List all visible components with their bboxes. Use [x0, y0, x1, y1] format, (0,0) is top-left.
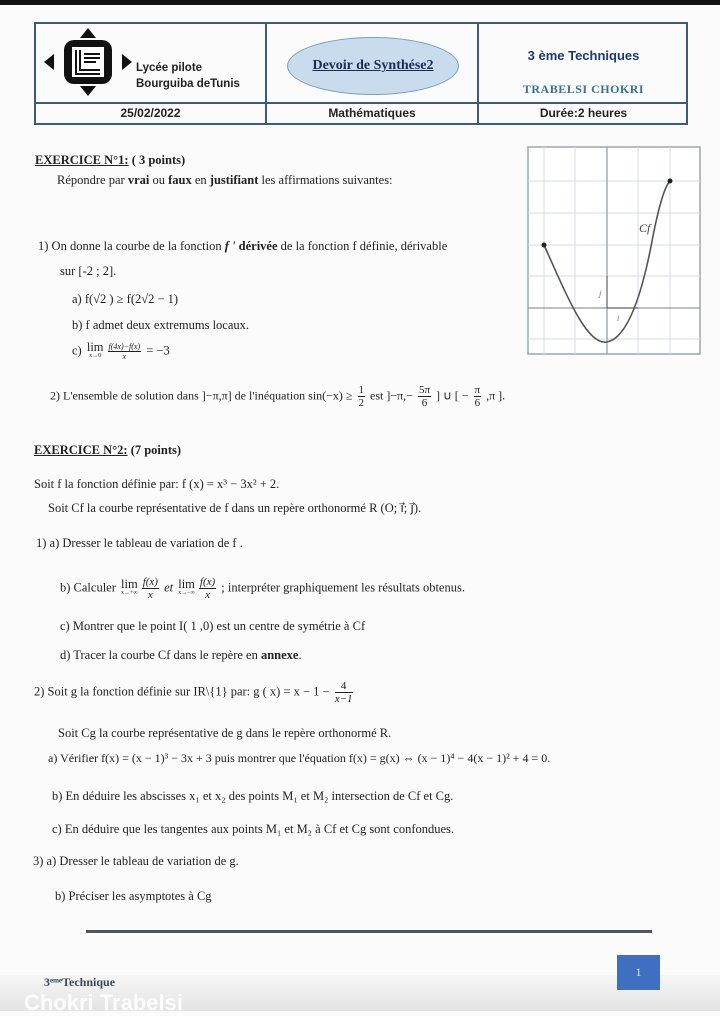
ex2-q2a: a) Vérifier f(x) = (x − 1)³ − 3x + 3 puis montrer que l'équation f(x) = g(x) ⇔ (x − 1)⁴ − 4(x − 1)² + 4 = 0.	[48, 751, 551, 765]
text: ; interpréter graphiquement les résultats obtenus.	[218, 580, 465, 595]
j-vector-label: j	[599, 289, 602, 298]
text: c)	[72, 343, 85, 358]
text: 6	[474, 397, 481, 409]
page-number: 1	[635, 965, 642, 979]
text: dérivée	[235, 239, 278, 253]
ex2-curve-definition: Soit Cf la courbe représentative de f dans un repère orthonormé R (O; i⃗; j⃗).	[48, 501, 422, 515]
text: lim	[121, 576, 138, 591]
ex2-function-definition: Soit f la fonction définie par: f (x) = x³ − 3x² + 2.	[34, 477, 280, 491]
text: ] ∪ [ −	[433, 388, 472, 403]
watermark: Chokri Trabelsi	[24, 990, 183, 1015]
text: vrai	[127, 173, 150, 187]
exam-subject: Mathématiques	[328, 106, 416, 120]
exercise-2-title: EXERCICE N°2:	[34, 443, 128, 457]
ex1-q1b: b) f admet deux extremums locaux.	[72, 318, 250, 332]
text: f(x)	[199, 576, 216, 588]
text: et	[160, 580, 177, 595]
exercise-2-heading	[34, 443, 181, 458]
top-edge	[0, 0, 720, 5]
ex2-q2b: b) En déduire les abscisses x₁ et x₂ des points M₁ et M₂ intersection de Cf et Cg.	[52, 789, 454, 803]
ex2-q2-curve: Soit Cg la courbe représentative de g dans le repère orthonormé R.	[58, 726, 392, 740]
ex2-q1c: c) Montrer que le point I( 1 ,0) est un centre de symétrie à Cf	[60, 619, 366, 633]
text: f(x)	[142, 576, 158, 588]
text: f '	[224, 239, 236, 253]
text: f(4x)−f(x)	[108, 342, 141, 351]
text: lim	[178, 576, 195, 591]
ex2-q1a: 1) a) Dresser le tableau de variation de f .	[36, 536, 243, 550]
text: annexe	[260, 648, 299, 662]
ex1-q1-statement	[38, 239, 447, 254]
text: est ]−π,−	[367, 388, 416, 403]
text: de la fonction f définie, dérivable	[277, 239, 448, 253]
exam-duration: Durée:2 heures	[539, 106, 628, 120]
text: x→−∞	[178, 589, 195, 596]
text: Répondre par	[57, 173, 128, 187]
text: d) Tracer la courbe Cf dans le repère en	[60, 648, 261, 662]
school-name-line1: Lycée pilote	[136, 62, 203, 74]
text: x−1	[334, 693, 353, 705]
derivative-graph	[527, 146, 702, 356]
ex1-q1c	[72, 339, 170, 361]
text: x	[205, 589, 210, 601]
text: x→+∞	[121, 589, 138, 596]
ex2-q3b: b) Préciser les asymptotes à Cg	[55, 889, 212, 903]
school-name-line2: Bourguiba deTunis	[136, 78, 240, 90]
footer-class: 3ᵉᵐᵉTechnique	[44, 975, 116, 989]
text: les affirmations suivantes:	[258, 173, 393, 187]
divider	[36, 102, 686, 104]
exam-title-badge	[287, 37, 459, 95]
text: justifiant	[209, 173, 259, 187]
ex1-q1a: a) f(√2 ) ≥ f(2√2 − 1)	[72, 292, 179, 306]
text: 1	[358, 384, 365, 396]
ex2-q2	[34, 680, 355, 705]
exercise-2-points: (7 points)	[127, 443, 182, 457]
text: .	[298, 648, 302, 662]
text: ou	[149, 173, 169, 187]
text: = −3	[143, 343, 170, 358]
teacher-name: TRABELSI CHOKRI	[522, 82, 645, 96]
text: 5π	[418, 384, 430, 396]
text: x	[122, 352, 127, 361]
ex2-q3a: 3) a) Dresser le tableau de variation de g.	[33, 854, 239, 868]
text: 2) Soit g la fonction définie sur IR\{1} par: g ( x) = x − 1 −	[34, 684, 333, 699]
curve-label: Cf	[639, 221, 651, 235]
exercise-1-title: EXERCICE N°1:	[35, 153, 129, 167]
text: π	[474, 384, 481, 396]
text: 4	[335, 680, 353, 693]
ex2-q2c: c) En déduire que les tangentes aux points M₁ et M₂ à Cf et Cg sont confondues.	[52, 822, 455, 836]
text: 2) L'ensemble de solution dans ]−π,π] de l'inéquation sin(−x) ≥	[50, 388, 356, 403]
exercise-1-heading	[35, 153, 185, 168]
text: 1) On donne la courbe de la fonction	[38, 239, 225, 253]
ex1-q2	[50, 384, 505, 409]
i-vector-label: i	[617, 314, 620, 323]
text: b) Calculer	[60, 580, 120, 595]
ex1-q1-domain: sur [-2 ; 2].	[60, 264, 117, 278]
text: 6	[421, 397, 428, 409]
class-label: 3 ème Techniques	[527, 48, 640, 63]
exercise-1-instructions	[57, 173, 393, 188]
ex2-q1b	[60, 576, 465, 601]
exercise-1-points: ( 3 points)	[128, 153, 186, 167]
text: lim	[86, 339, 104, 354]
exam-date: 25/02/2022	[120, 106, 181, 120]
text: ,π ].	[483, 388, 506, 403]
ex2-q1d	[60, 648, 302, 663]
text: 2	[358, 397, 365, 409]
text: x→0	[89, 352, 102, 359]
exam-header	[34, 22, 688, 125]
footer-divider	[86, 930, 652, 933]
exam-title: Devoir de Synthése2	[312, 58, 434, 73]
text: faux	[168, 173, 192, 187]
page-number-badge	[617, 955, 660, 990]
school-logo	[42, 26, 134, 98]
text: x	[147, 589, 153, 601]
text: en	[191, 173, 210, 187]
